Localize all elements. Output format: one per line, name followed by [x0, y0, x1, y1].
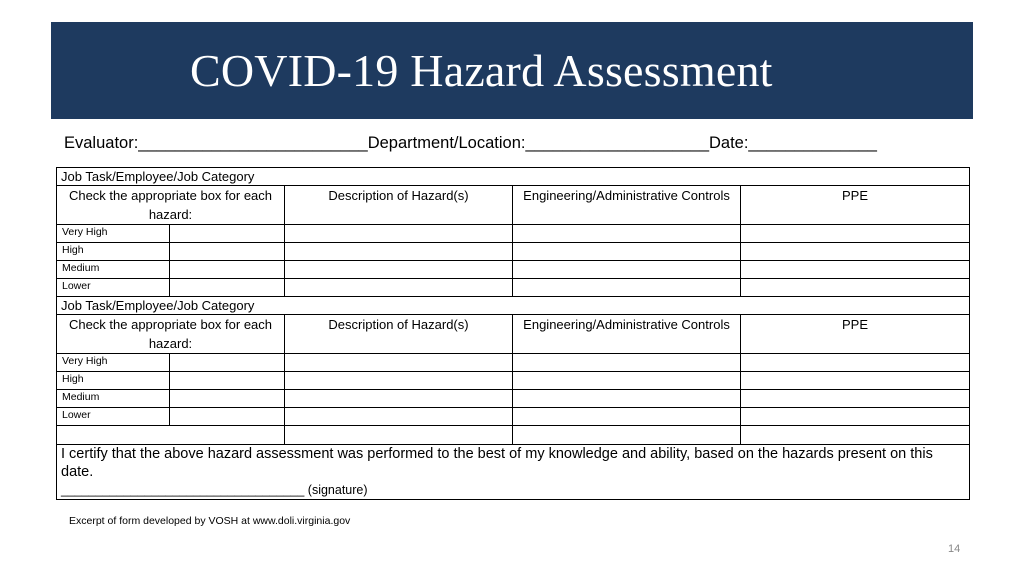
- hazard-checkbox-cell[interactable]: [170, 408, 285, 426]
- hazard-level-label: Very High: [57, 225, 170, 243]
- description-cell[interactable]: [285, 390, 513, 408]
- col-controls-header: Engineering/Administrative Controls: [513, 315, 741, 354]
- column-header-row: [57, 186, 970, 225]
- ppe-cell[interactable]: [741, 261, 970, 279]
- slide-title: COVID-19 Hazard Assessment: [190, 45, 773, 96]
- hazard-row-high: [57, 372, 970, 390]
- hazard-row-very-high: [57, 354, 970, 372]
- hazard-checkbox-cell[interactable]: [170, 243, 285, 261]
- title-bar: [51, 22, 973, 119]
- category-label: Job Task/Employee/Job Category: [57, 297, 970, 315]
- col-controls-header: Engineering/Administrative Controls: [513, 186, 741, 225]
- col-check-header: Check the appropriate box for each hazard:: [57, 186, 285, 225]
- description-cell[interactable]: [285, 408, 513, 426]
- hazard-row-very-high: [57, 225, 970, 243]
- ppe-cell[interactable]: [741, 354, 970, 372]
- hazard-checkbox-cell[interactable]: [170, 354, 285, 372]
- hazard-level-label: High: [57, 372, 170, 390]
- hazard-checkbox-cell[interactable]: [170, 261, 285, 279]
- ppe-cell[interactable]: [741, 408, 970, 426]
- hazard-level-label: Medium: [57, 390, 170, 408]
- description-cell[interactable]: [285, 354, 513, 372]
- hazard-assessment-table: [56, 167, 970, 500]
- hazard-row-lower: [57, 279, 970, 297]
- description-cell[interactable]: [285, 243, 513, 261]
- controls-cell[interactable]: [513, 225, 741, 243]
- hazard-level-label: High: [57, 243, 170, 261]
- category-label: Job Task/Employee/Job Category: [57, 168, 970, 186]
- ppe-cell[interactable]: [741, 372, 970, 390]
- hazard-checkbox-cell[interactable]: [170, 225, 285, 243]
- description-cell[interactable]: [285, 372, 513, 390]
- hazard-row-medium: [57, 261, 970, 279]
- ppe-cell[interactable]: [741, 225, 970, 243]
- hazard-row-high: [57, 243, 970, 261]
- blank-cell[interactable]: [57, 426, 285, 445]
- hazard-checkbox-cell[interactable]: [170, 279, 285, 297]
- hazard-level-label: Lower: [57, 408, 170, 426]
- hazard-row-lower: [57, 408, 970, 426]
- col-description-header: Description of Hazard(s): [285, 186, 513, 225]
- hazard-row-medium: [57, 390, 970, 408]
- col-check-header: Check the appropriate box for each hazard:: [57, 315, 285, 354]
- blank-row: [57, 426, 970, 445]
- certification-row: [57, 445, 970, 500]
- col-description-header: Description of Hazard(s): [285, 315, 513, 354]
- description-cell[interactable]: [285, 279, 513, 297]
- controls-cell[interactable]: [513, 390, 741, 408]
- category-row: [57, 168, 970, 186]
- description-cell[interactable]: [285, 225, 513, 243]
- column-header-row: [57, 315, 970, 354]
- footnote: Excerpt of form developed by VOSH at www.doli.virginia.gov: [69, 515, 351, 527]
- signature-line[interactable]: ___________________________________ (signature): [61, 483, 368, 497]
- col-ppe-header: PPE: [741, 186, 970, 225]
- controls-cell[interactable]: [513, 408, 741, 426]
- hazard-level-label: Lower: [57, 279, 170, 297]
- hazard-checkbox-cell[interactable]: [170, 390, 285, 408]
- controls-cell[interactable]: [513, 354, 741, 372]
- controls-cell[interactable]: [513, 261, 741, 279]
- ppe-cell[interactable]: [741, 243, 970, 261]
- controls-cell[interactable]: [513, 372, 741, 390]
- ppe-cell[interactable]: [741, 390, 970, 408]
- controls-cell[interactable]: [513, 279, 741, 297]
- ppe-cell[interactable]: [741, 279, 970, 297]
- evaluator-line: Evaluator:_________________________Department/Location:____________________Date:______________: [64, 134, 877, 152]
- hazard-level-label: Medium: [57, 261, 170, 279]
- hazard-checkbox-cell[interactable]: [170, 372, 285, 390]
- certification-text: I certify that the above hazard assessment was performed to the best of my knowledge and ability, based on the hazards present on this date.: [61, 446, 933, 480]
- blank-cell[interactable]: [285, 426, 513, 445]
- hazard-level-label: Very High: [57, 354, 170, 372]
- blank-cell[interactable]: [513, 426, 741, 445]
- page-number: 14: [948, 543, 961, 555]
- blank-cell[interactable]: [741, 426, 970, 445]
- description-cell[interactable]: [285, 261, 513, 279]
- controls-cell[interactable]: [513, 243, 741, 261]
- certification-cell: [57, 445, 970, 500]
- category-row: [57, 297, 970, 315]
- col-ppe-header: PPE: [741, 315, 970, 354]
